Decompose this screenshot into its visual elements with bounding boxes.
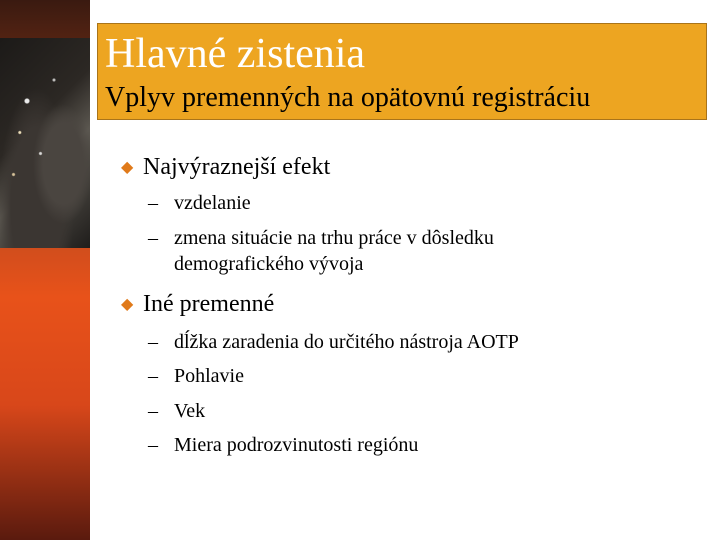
sub-item xyxy=(148,398,205,424)
bullet-item xyxy=(121,289,274,320)
slide-subtitle: Vplyv premenných na opätovnú registráciu xyxy=(105,82,591,113)
dash-marker: – xyxy=(148,227,158,249)
sub-item-text: zmena situácie na trhu práce v dôsledku xyxy=(174,227,494,249)
diamond-bullet-icon: ◆ xyxy=(121,159,134,176)
slide-title: Hlavné zistenia xyxy=(105,31,366,77)
dash-marker: – xyxy=(148,192,158,214)
sub-item xyxy=(148,329,519,355)
sub-item xyxy=(148,363,244,389)
dash-marker: – xyxy=(148,400,158,422)
sub-item xyxy=(148,432,418,458)
welding-sparks-photo xyxy=(0,38,90,248)
sub-item-text: Pohlavie xyxy=(174,365,244,387)
dash-marker: – xyxy=(148,365,158,387)
sub-item xyxy=(148,190,251,216)
sub-item-text: Miera podrozvinutosti regiónu xyxy=(174,434,419,456)
sub-item xyxy=(148,225,494,277)
dash-marker: – xyxy=(148,434,158,456)
sub-item-text: vzdelanie xyxy=(174,192,251,214)
sub-item-text: dĺžka zaradenia do určitého nástroja AOTP xyxy=(174,331,519,353)
dash-marker: – xyxy=(148,331,158,353)
sub-item-text: Vek xyxy=(174,400,206,422)
side-decoration-panel xyxy=(0,0,90,540)
bullet-label: Iné premenné xyxy=(143,291,275,317)
diamond-bullet-icon: ◆ xyxy=(121,296,134,313)
bullet-item xyxy=(121,152,330,183)
bullet-label: Najvýraznejší efekt xyxy=(143,154,331,180)
title-box xyxy=(97,23,707,120)
sub-item-text-continuation: demografického vývoja xyxy=(174,253,364,275)
